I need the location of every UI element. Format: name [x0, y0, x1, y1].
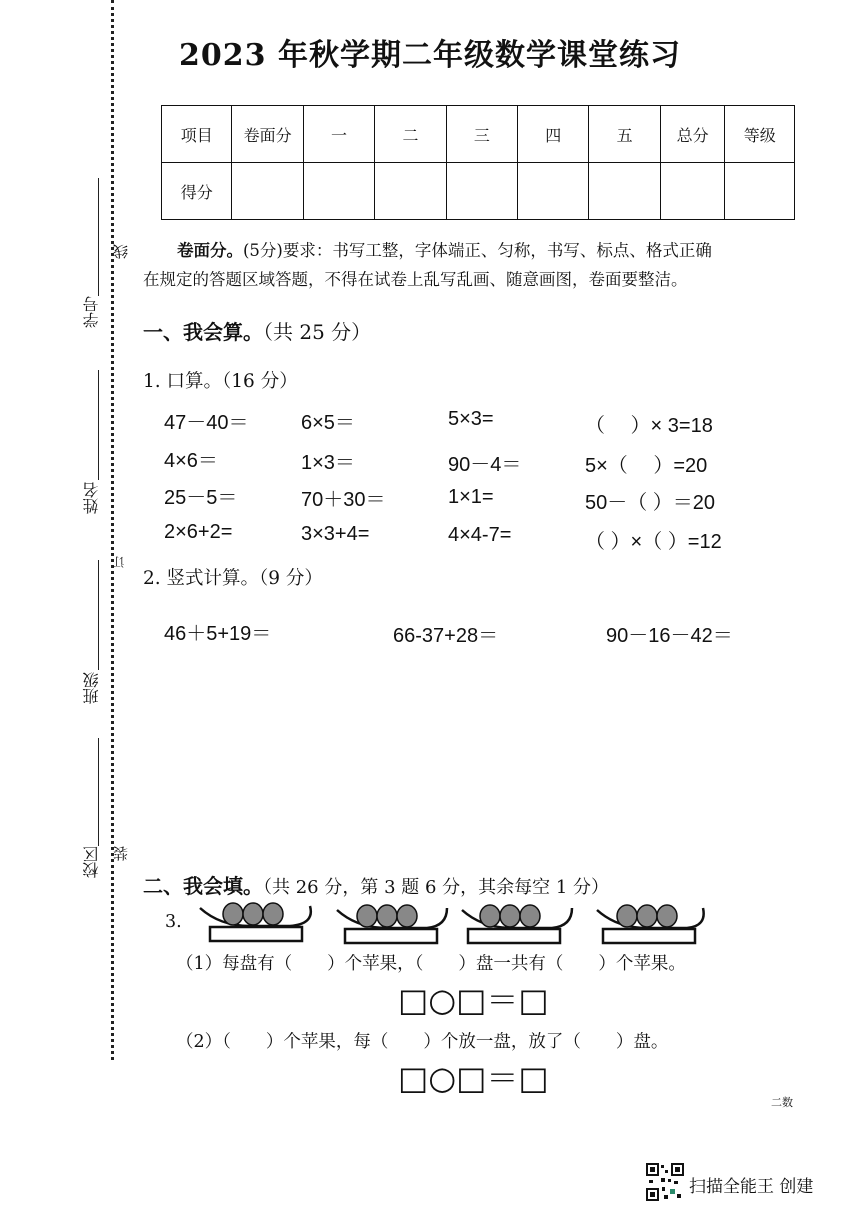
score-cell[interactable]	[589, 163, 660, 220]
school-label: 校区	[82, 846, 101, 878]
apple-plates-illustration	[195, 890, 715, 950]
equation-boxes-1: □○□＝□	[398, 981, 549, 1019]
neatness-lead: 卷面分。	[177, 241, 243, 260]
school-line	[98, 738, 99, 846]
oral-problem: 1×3＝	[301, 452, 355, 474]
q3-part-1: （1）每盘有（ ）个苹果，（ ）盘一共有（ ）个苹果。	[176, 954, 686, 974]
score-cell[interactable]	[725, 163, 795, 220]
header-grade: 等级	[725, 106, 795, 163]
oral-problem: （ ）× 3=18	[585, 415, 713, 437]
plate-4	[597, 905, 704, 943]
oral-problem: 47－40＝	[164, 412, 249, 434]
oral-problem: 1×1=	[448, 486, 494, 508]
score-cell[interactable]	[446, 163, 517, 220]
score-table	[161, 105, 795, 223]
page-title: 2023 年秋学期二年级数学课堂练习	[179, 38, 681, 73]
plate-3	[462, 905, 572, 943]
neatness-rest: (5分)要求：书写工整，字体端正、匀称，书写、标点、格式正确	[243, 241, 712, 260]
score-cell[interactable]	[518, 163, 589, 220]
oral-problem: 25－5＝	[164, 487, 238, 509]
section-1-points: （共 25 分）	[263, 320, 372, 344]
section-2-title: 二、我会填。	[143, 874, 263, 898]
student-no-label: 学号	[82, 296, 101, 328]
q3-number: 3.	[165, 912, 182, 932]
section-1-heading	[143, 316, 371, 345]
oral-problem: 50－（ ）＝20	[585, 492, 716, 514]
oral-problem: （ ）×（ ）=12	[585, 531, 722, 553]
vertical-problem: 66-37+28＝	[393, 625, 499, 647]
apples	[223, 903, 283, 925]
bind-char-zhuang: 装	[112, 846, 130, 861]
section-2-points: （共 26 分，第 3 题 6 分，其余每空 1 分）	[263, 877, 610, 898]
neatness-line-2: 在规定的答题区域答题，不得在试卷上乱写乱画、随意画图，卷面要整洁。	[143, 270, 688, 289]
class-line	[98, 560, 99, 670]
equation-boxes-2: □○□＝□	[398, 1059, 549, 1097]
name-label: 姓名	[82, 482, 101, 514]
qr-code-icon	[646, 1163, 684, 1201]
name-line	[98, 370, 99, 480]
score-cell[interactable]	[303, 163, 374, 220]
neatness-line-1	[177, 237, 795, 261]
vertical-problem: 90－16－42＝	[606, 625, 733, 647]
oral-problem: 2×6+2=	[164, 521, 233, 543]
oral-problem: 70＋30＝	[301, 489, 386, 511]
oral-problem: 4×6＝	[164, 450, 218, 472]
vertical-problem: 46＋5+19＝	[164, 623, 272, 645]
oral-problem: 4×4-7=	[448, 524, 512, 546]
binding-dotted-line	[111, 0, 114, 1060]
score-cell[interactable]	[660, 163, 725, 220]
oral-problem: 5×3=	[448, 408, 494, 430]
header-2: 二	[375, 106, 446, 163]
scanner-watermark: 扫描全能王 创建	[689, 1177, 814, 1197]
q3-part-2: （2）（ ）个苹果，每（ ）个放一盘，放了（ ）盘。	[176, 1032, 669, 1052]
header-item: 项目	[162, 106, 232, 163]
oral-problem: 6×5＝	[301, 412, 355, 434]
header-3: 三	[446, 106, 517, 163]
oral-problem: 3×3+4=	[301, 523, 370, 545]
header-4: 四	[518, 106, 589, 163]
bind-char-xian: 线	[112, 244, 130, 259]
plate-2	[337, 905, 447, 943]
header-5: 五	[589, 106, 660, 163]
bind-char-ding: 订	[112, 556, 126, 568]
q1-title: 1. 口算。（16 分）	[143, 371, 298, 392]
header-total: 总分	[660, 106, 725, 163]
score-cell[interactable]	[375, 163, 446, 220]
q2-title: 2. 竖式计算。（9 分）	[143, 568, 323, 589]
oral-problem: 90－4＝	[448, 454, 522, 476]
class-label: 班级	[82, 672, 101, 704]
oral-problem: 5×（ ）=20	[585, 455, 708, 477]
student-no-line	[98, 178, 99, 296]
corner-mark: 二数	[771, 1096, 793, 1109]
plate-1	[200, 903, 311, 941]
score-header-row	[162, 106, 795, 163]
score-row-label: 得分	[162, 163, 232, 220]
score-value-row	[162, 163, 795, 220]
header-1: 一	[303, 106, 374, 163]
score-grid	[161, 105, 795, 220]
section-1-title: 一、我会算。	[143, 320, 263, 344]
header-neatness: 卷面分	[232, 106, 303, 163]
score-cell[interactable]	[232, 163, 303, 220]
